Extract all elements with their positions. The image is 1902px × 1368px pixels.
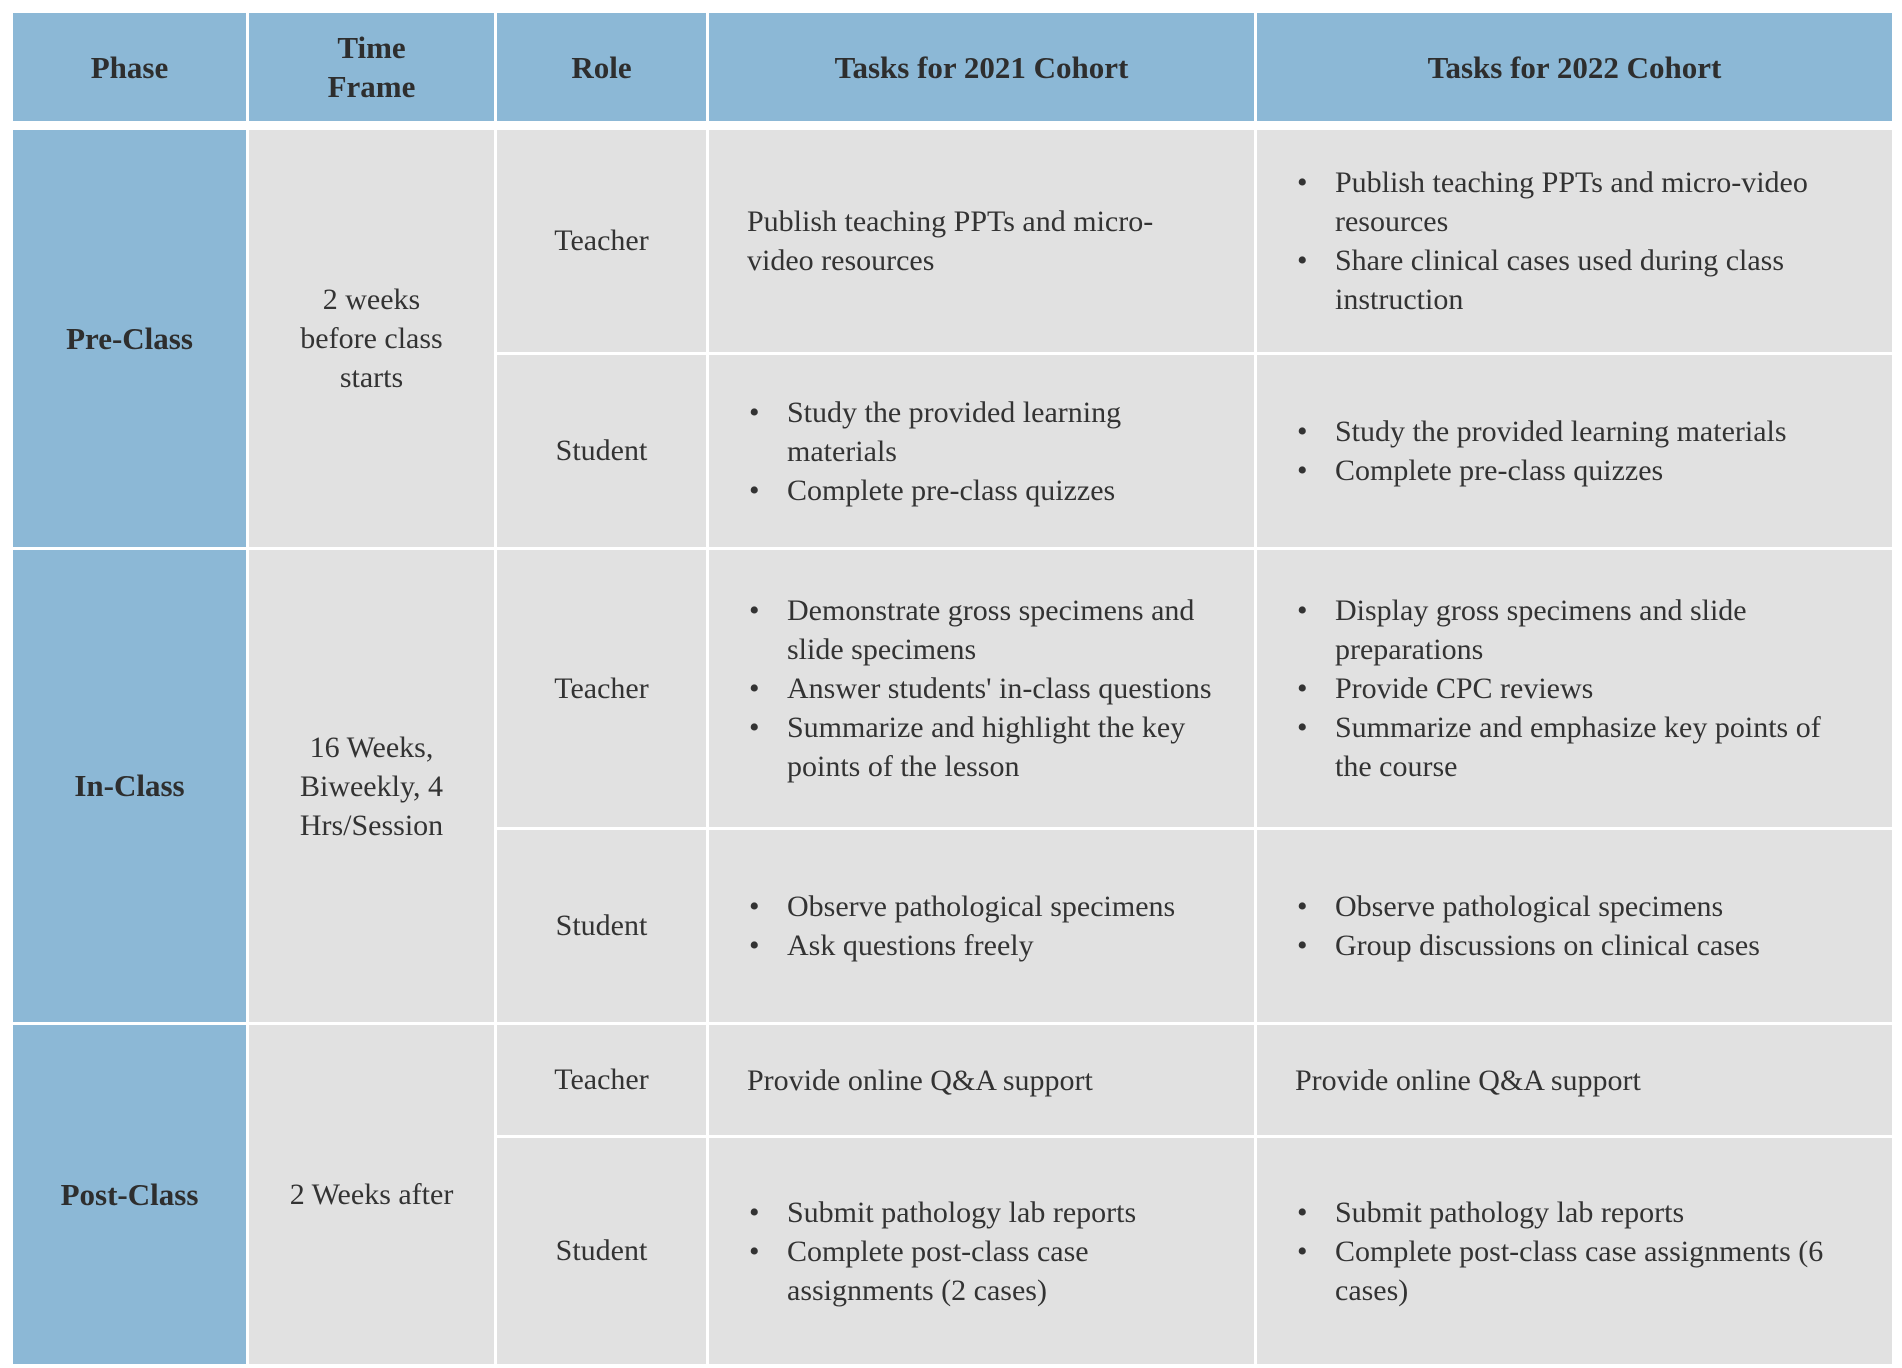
task-list <box>1295 887 1852 965</box>
tasks-2021-cell <box>708 354 1256 549</box>
task-list <box>747 1193 1214 1310</box>
task-item: • Answer students' in-class questions <box>747 669 1214 708</box>
task-list <box>747 591 1214 786</box>
role-cell: Student <box>496 829 708 1024</box>
task-item: • Publish teaching PPTs and micro-video resources <box>1295 163 1852 241</box>
role-cell: Teacher <box>496 549 708 829</box>
tasks-2022-cell <box>1256 549 1894 829</box>
time-frame-in-class <box>248 549 496 1024</box>
tasks-2021-cell <box>708 549 1256 829</box>
task-list <box>747 393 1214 510</box>
header-tasks-2022: Tasks for 2022 Cohort <box>1256 12 1894 126</box>
table-row <box>12 549 1894 829</box>
task-item: • Complete pre-class quizzes <box>747 471 1214 510</box>
task-plain-text: Provide online Q&A support <box>1295 1063 1641 1097</box>
time-frame-pre-class <box>248 126 496 549</box>
task-list <box>1295 1193 1852 1310</box>
tasks-2022-cell <box>1256 829 1894 1024</box>
tasks-2021-cell <box>708 1024 1256 1137</box>
task-item: • Study the provided learning materials <box>747 393 1214 471</box>
table-row <box>12 1024 1894 1137</box>
task-item: • Summarize and emphasize key points of the course <box>1295 708 1852 786</box>
tasks-2022-cell <box>1256 1137 1894 1366</box>
task-item: • Display gross specimens and slide preparations <box>1295 591 1852 669</box>
phase-in-class: In-Class <box>12 549 248 1024</box>
task-item: • Summarize and highlight the key points of the lesson <box>747 708 1214 786</box>
task-item: • Share clinical cases used during class instruction <box>1295 241 1852 319</box>
task-item: • Complete post-class case assignments (6 cases) <box>1295 1232 1852 1310</box>
tasks-2022-cell <box>1256 1024 1894 1137</box>
header-row <box>12 12 1894 126</box>
header-role: Role <box>496 12 708 126</box>
task-item: • Study the provided learning materials <box>1295 412 1852 451</box>
task-item: • Complete pre-class quizzes <box>1295 451 1852 490</box>
header-phase: Phase <box>12 12 248 126</box>
role-cell: Student <box>496 354 708 549</box>
task-item: • Observe pathological specimens <box>1295 887 1852 926</box>
phase-pre-class: Pre-Class <box>12 126 248 549</box>
time-frame-text: 2 weeks before class starts <box>300 283 443 394</box>
task-item: • Submit pathology lab reports <box>747 1193 1214 1232</box>
tasks-2021-cell <box>708 126 1256 354</box>
tasks-2021-cell <box>708 829 1256 1024</box>
header-tasks-2021: Tasks for 2021 Cohort <box>708 12 1256 126</box>
task-item: • Ask questions freely <box>747 926 1214 965</box>
phase-post-class: Post-Class <box>12 1024 248 1366</box>
time-frame-post-class <box>248 1024 496 1366</box>
task-plain-text: Publish teaching PPTs and micro-video resources <box>747 205 1154 277</box>
cohort-tasks-table <box>10 10 1895 1367</box>
time-frame-text: 2 Weeks after <box>289 1178 454 1211</box>
task-list <box>1295 412 1852 490</box>
task-item: • Observe pathological specimens <box>747 887 1214 926</box>
table-row <box>12 126 1894 354</box>
task-item: • Submit pathology lab reports <box>1295 1193 1852 1232</box>
tasks-2021-cell <box>708 1137 1256 1366</box>
role-cell: Teacher <box>496 126 708 354</box>
task-plain-text: Provide online Q&A support <box>747 1063 1093 1097</box>
role-cell: Teacher <box>496 1024 708 1137</box>
task-list <box>1295 591 1852 786</box>
tasks-2022-cell <box>1256 354 1894 549</box>
task-list <box>1295 163 1852 319</box>
tasks-2022-cell <box>1256 126 1894 354</box>
task-item: • Group discussions on clinical cases <box>1295 926 1852 965</box>
cohort-tasks-table-container <box>10 10 1892 1367</box>
header-time-frame <box>248 12 496 126</box>
task-item: • Complete post-class case assignments (2 cases) <box>747 1232 1214 1310</box>
task-item: • Provide CPC reviews <box>1295 669 1852 708</box>
header-time-frame-label: Time Frame <box>327 30 416 104</box>
role-cell: Student <box>496 1137 708 1366</box>
time-frame-text: 16 Weeks, Biweekly, 4 Hrs/Session <box>299 730 444 842</box>
task-list <box>747 887 1214 965</box>
task-item: • Demonstrate gross specimens and slide specimens <box>747 591 1214 669</box>
